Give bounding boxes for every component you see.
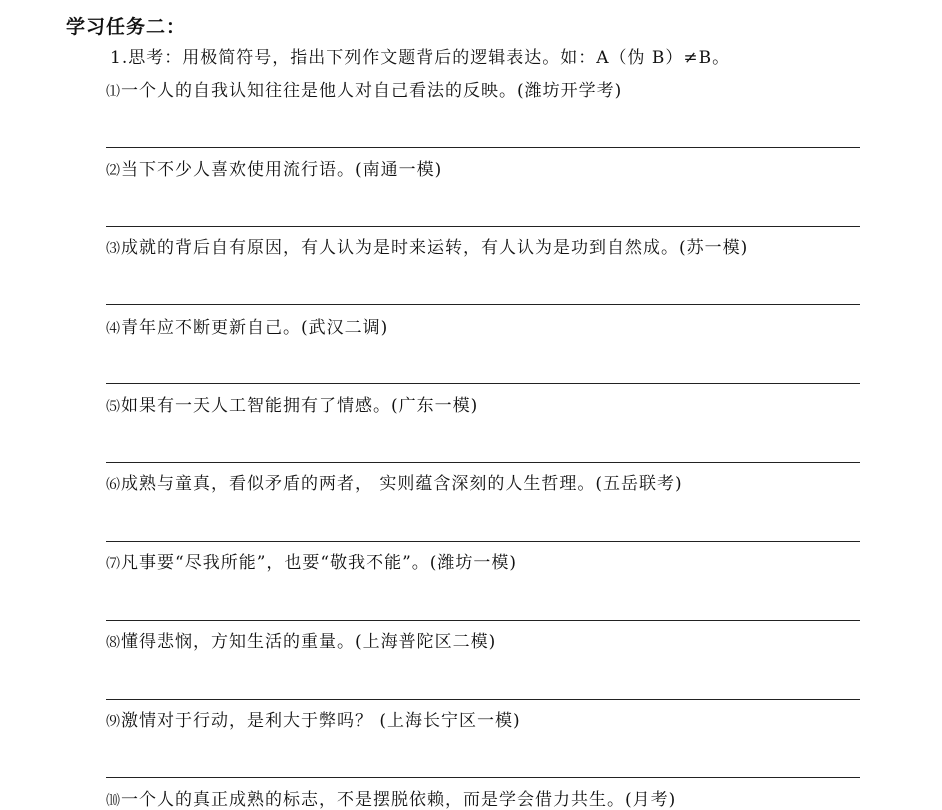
answer-line[interactable]: [106, 699, 860, 700]
question-number: ⑷: [106, 321, 120, 337]
question-item: [106, 155, 442, 180]
question-number: ⑽: [106, 793, 120, 809]
question-text: 一个人的自我认知往往是他人对自己看法的反映。(潍坊开学考): [121, 81, 623, 101]
question-number: ⑻: [106, 635, 120, 651]
question-item: [106, 627, 496, 652]
answer-line[interactable]: [106, 541, 860, 542]
question-item: [106, 469, 683, 494]
question-text: 成熟与童真，看似矛盾的两者， 实则蕴含深刻的人生哲理。(五岳联考): [121, 474, 683, 494]
answer-line[interactable]: [106, 383, 860, 384]
question-number: ⑵: [106, 163, 120, 179]
question-item: [106, 76, 622, 101]
instruction-text: 1.思考：用极简符号，指出下列作文题背后的逻辑表达。如：A（伪 B）≠B。: [110, 48, 731, 68]
answer-line[interactable]: [106, 226, 860, 227]
question-item: [106, 785, 676, 810]
question-number: ⑴: [106, 84, 120, 100]
question-text: 当下不少人喜欢使用流行语。(南通一模): [121, 160, 443, 180]
answer-line[interactable]: [106, 777, 860, 778]
question-text: 懂得悲悯，方知生活的重量。(上海普陀区二模): [121, 632, 497, 652]
question-number: ⑺: [106, 556, 120, 572]
question-text: 如果有一天人工智能拥有了情感。(广东一模): [121, 396, 479, 416]
answer-line[interactable]: [106, 462, 860, 463]
question-number: ⑸: [106, 399, 120, 415]
answer-line[interactable]: [106, 620, 860, 621]
question-text: 凡事要“尽我所能”，也要“敬我不能”。(潍坊一模): [121, 553, 518, 573]
question-item: [106, 233, 748, 258]
question-number: ⑼: [106, 714, 120, 730]
question-number: ⑶: [106, 241, 120, 257]
task-heading: 学习任务二：: [66, 16, 187, 38]
question-text: 激情对于行动，是利大于弊吗？ (上海长宁区一模): [121, 711, 521, 731]
answer-line[interactable]: [106, 304, 860, 305]
question-text: 成就的背后自有原因，有人认为是时来运转，有人认为是功到自然成。(苏一模): [121, 238, 749, 258]
question-item: [106, 391, 478, 416]
question-number: ⑹: [106, 477, 120, 493]
question-text: 青年应不断更新自己。(武汉二调): [121, 318, 389, 338]
question-item: [106, 313, 388, 338]
question-item: [106, 548, 517, 573]
answer-line[interactable]: [106, 147, 860, 148]
question-text: 一个人的真正成熟的标志，不是摆脱依赖，而是学会借力共生。(月考): [121, 790, 677, 810]
question-item: [106, 706, 521, 731]
